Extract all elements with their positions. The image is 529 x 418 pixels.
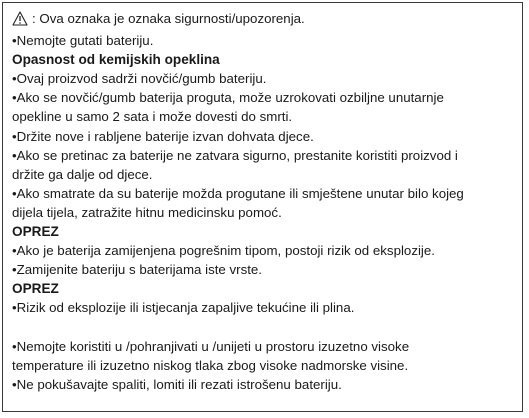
instruction-line: •Ako se novčić/gumb baterija proguta, može uzrokovati ozbiljne unutarnje (12, 90, 444, 106)
spacer (12, 318, 522, 337)
instruction-line-continued: držite ga dalje od djece. (12, 166, 153, 182)
instruction-line-continued: dijela tijela, zatražite hitnu medicinsku pomoć. (12, 204, 282, 220)
section-heading-caution-2: OPREZ (12, 281, 59, 297)
safety-notice-line (12, 9, 522, 31)
instruction-line: •Ako se pretinac za baterije ne zatvara sigurno, prestanite koristiti proizvod i (12, 147, 458, 163)
instruction-line: •Ako je baterija zamijenjena pogrešnim tipom, postoji rizik od eksplozije. (12, 243, 435, 259)
warning-box (2, 2, 523, 412)
instruction-line: •Ako smatrate da su baterije možda progutane ili smještene unutar bilo kojeg (12, 185, 464, 201)
instruction-line: •Ovaj proizvod sadrži novčić/gumb bateriju. (12, 71, 267, 87)
section-heading-caution: OPREZ (12, 224, 59, 240)
instruction-line: •Držite nove i rabljene baterije izvan dohvata djece. (12, 128, 314, 144)
warning-triangle-icon (12, 11, 28, 31)
instruction-line-continued: opekline u samo 2 sata i može dovesti do smrti. (12, 109, 293, 125)
instruction-line: •Rizik od eksplozije ili istjecanja zapaljive tekućine ili plina. (12, 300, 355, 316)
instruction-line: •Nemojte koristiti u /pohranjivati u /unijeti u prostoru izuzetno visoke (12, 338, 410, 354)
instruction-line-continued: temperature ili izuzetno niskog tlaka zbog visoke nadmorske visine. (12, 357, 409, 373)
section-heading-chemical-burns: Opasnost od kemijskih opeklina (12, 52, 220, 68)
instruction-line: •Zamijenite bateriju s baterijama iste vrste. (12, 262, 263, 278)
warning-content (12, 9, 522, 394)
instruction-line: •Nemojte gutati bateriju. (12, 33, 154, 49)
instruction-line: •Ne pokušavajte spaliti, lomiti ili rezati istrošenu bateriju. (12, 376, 342, 392)
safety-notice-text: : Ova oznaka je oznaka sigurnosti/upozorenja. (32, 11, 305, 26)
